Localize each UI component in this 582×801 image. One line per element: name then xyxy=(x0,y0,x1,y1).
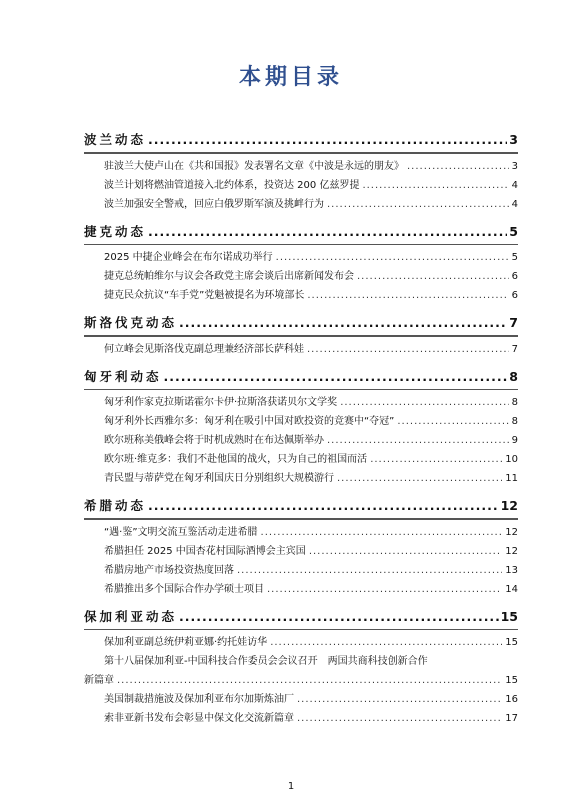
entry-title: 捷克民众抗议“车手党”党魁被提名为环境部长 xyxy=(104,290,305,301)
entry-title: 何立峰会见斯洛伐克副总理兼经济部长萨科娃 xyxy=(104,343,304,355)
dot-leader xyxy=(309,546,502,557)
dot-leader xyxy=(297,713,502,724)
page-number: 1 xyxy=(287,781,295,792)
toc-entry[interactable] xyxy=(84,469,518,488)
dot-leader xyxy=(148,498,499,513)
entry-page: 4 xyxy=(511,198,518,210)
toc-entry[interactable] xyxy=(84,523,518,542)
section-name: 波兰动态 xyxy=(84,132,147,147)
toc-entry[interactable] xyxy=(84,690,518,709)
toc-entry[interactable] xyxy=(84,652,518,690)
entry-page: 9 xyxy=(511,435,518,446)
entry-page: 7 xyxy=(511,343,518,355)
dot-leader xyxy=(179,315,507,330)
toc-entry[interactable] xyxy=(84,195,518,214)
dot-leader xyxy=(370,454,502,465)
toc-entry[interactable] xyxy=(84,248,518,267)
dot-leader xyxy=(276,252,509,263)
entry-title-line2: 新篇章 xyxy=(84,675,114,686)
entry-title: 希腊推出多个国际合作办学硕士项目 xyxy=(104,583,264,595)
toc-entry[interactable] xyxy=(84,561,518,580)
toc-entry[interactable] xyxy=(84,267,518,286)
section-rule xyxy=(84,152,518,154)
toc-entry[interactable] xyxy=(84,542,518,561)
section-page: 8 xyxy=(509,368,518,384)
section-page: 5 xyxy=(509,223,518,239)
section-rule xyxy=(84,518,518,520)
section-page: 12 xyxy=(500,498,518,513)
dot-leader xyxy=(148,132,507,147)
toc-entry[interactable] xyxy=(84,340,518,359)
toc-section-heading[interactable] xyxy=(84,222,518,244)
dot-leader xyxy=(337,473,502,484)
entry-page: 15 xyxy=(505,637,518,648)
entry-title: 波兰加强安全警戒，回应白俄罗斯军演及挑衅行为 xyxy=(104,198,324,210)
entry-page: 6 xyxy=(511,271,518,282)
table-of-contents xyxy=(84,122,518,728)
toc-entry[interactable] xyxy=(84,157,518,176)
dot-leader xyxy=(261,527,503,538)
section-name: 匈牙利动态 xyxy=(84,368,162,384)
dot-leader xyxy=(117,671,502,690)
entry-title: 希腊房地产市场投资热度回落 xyxy=(104,564,234,576)
dot-leader xyxy=(237,565,502,576)
entry-page: 16 xyxy=(505,694,518,705)
entry-title: 索非亚新书发布会彰显中保文化交流新篇章 xyxy=(104,713,294,724)
toc-section-heading[interactable] xyxy=(84,607,518,629)
page-title: 本期目录 xyxy=(238,64,343,90)
section-name: 保加利亚动态 xyxy=(84,608,178,624)
section-page: 15 xyxy=(500,608,518,624)
entry-title: 欧尔班·维克多：我们不赴他国的战火，只为自己的祖国而活 xyxy=(104,454,368,465)
entry-title: 匈牙利作家克拉斯诺霍尔卡伊·拉斯洛获诺贝尔文学奖 xyxy=(104,397,338,408)
entry-page: 12 xyxy=(505,526,518,538)
dot-leader xyxy=(307,344,509,355)
entry-title-continuation-row xyxy=(84,671,518,690)
toc-entry[interactable] xyxy=(84,633,518,652)
section-rule xyxy=(84,629,518,631)
section-name: 捷克动态 xyxy=(84,223,147,239)
toc-section-heading[interactable] xyxy=(84,130,518,152)
section-name: 斯洛伐克动态 xyxy=(84,315,178,330)
section-rule xyxy=(84,244,518,246)
toc-entry[interactable] xyxy=(84,431,518,450)
section-page: 7 xyxy=(509,315,518,330)
section-rule xyxy=(84,389,518,391)
entry-page: 5 xyxy=(511,252,518,263)
entry-title: 美国制裁措施波及保加利亚布尔加斯炼油厂 xyxy=(104,694,294,705)
toc-entry[interactable] xyxy=(84,709,518,728)
entry-page: 12 xyxy=(505,545,518,557)
dot-leader xyxy=(267,584,502,595)
entry-page: 3 xyxy=(511,160,518,172)
dot-leader xyxy=(297,694,502,705)
toc-entry[interactable] xyxy=(84,580,518,599)
entry-page: 10 xyxy=(505,454,518,465)
entry-page: 4 xyxy=(511,179,518,191)
entry-page: 17 xyxy=(505,713,518,724)
entry-title: 希腊担任 2025 中国杏花村国际酒博会主宾国 xyxy=(104,545,306,557)
entry-page: 14 xyxy=(505,583,518,595)
toc-entry[interactable] xyxy=(84,176,518,195)
entry-title: 2025 中捷企业峰会在布尔诺成功举行 xyxy=(104,252,273,263)
entry-title: 第十八届保加利亚-中国科技合作委员会会议召开 两国共商科技创新合作 xyxy=(104,656,428,667)
section-name: 希腊动态 xyxy=(84,498,147,513)
entry-title: 驻波兰大使卢山在《共和国报》发表署名文章《中波是永远的朋友》 xyxy=(104,160,404,172)
section-rule xyxy=(84,335,518,337)
entry-page: 13 xyxy=(505,564,518,576)
dot-leader xyxy=(357,271,509,282)
dot-leader xyxy=(179,609,499,624)
dot-leader xyxy=(362,180,508,191)
entry-title: “遇·鉴”文明交流互鉴活动走进希腊 xyxy=(104,526,258,538)
dot-leader xyxy=(407,161,509,172)
dot-leader xyxy=(327,199,509,210)
entry-title: 匈牙利外长西雅尔多：匈牙利在吸引中国对欧投资的竞赛中“夺冠” xyxy=(104,416,395,427)
dot-leader xyxy=(164,369,508,384)
dot-leader xyxy=(270,637,502,648)
section-page: 3 xyxy=(509,132,518,147)
entry-title: 波兰计划将燃油管道接入北约体系，投资达 200 亿兹罗提 xyxy=(104,179,360,191)
entry-title: 捷克总统帕维尔与议会各政党主席会谈后出席新闻发布会 xyxy=(104,271,354,282)
dot-leader xyxy=(340,397,508,408)
toc-section-heading[interactable] xyxy=(84,496,518,518)
toc-entry[interactable] xyxy=(84,393,518,412)
toc-entry[interactable] xyxy=(84,450,518,469)
toc-section-heading[interactable] xyxy=(84,313,518,335)
toc-entry[interactable] xyxy=(84,286,518,305)
dot-leader xyxy=(397,416,508,427)
toc-section-heading[interactable] xyxy=(84,367,518,389)
entry-page: 8 xyxy=(511,416,518,427)
entry-page: 8 xyxy=(511,397,518,408)
toc-entry[interactable] xyxy=(84,412,518,431)
dot-leader xyxy=(307,290,508,301)
entry-title: 青民盟与蒂萨党在匈牙利国庆日分别组织大规模游行 xyxy=(104,473,334,484)
entry-page: 6 xyxy=(511,290,518,301)
dot-leader xyxy=(327,435,509,446)
entry-title: 保加利亚副总统伊莉亚娜·约托娃访华 xyxy=(104,637,268,648)
entry-page: 11 xyxy=(505,473,518,484)
dot-leader xyxy=(148,224,507,239)
entry-title: 欧尔班称美俄峰会将于时机成熟时在布达佩斯举办 xyxy=(104,435,324,446)
entry-page: 15 xyxy=(505,675,518,686)
